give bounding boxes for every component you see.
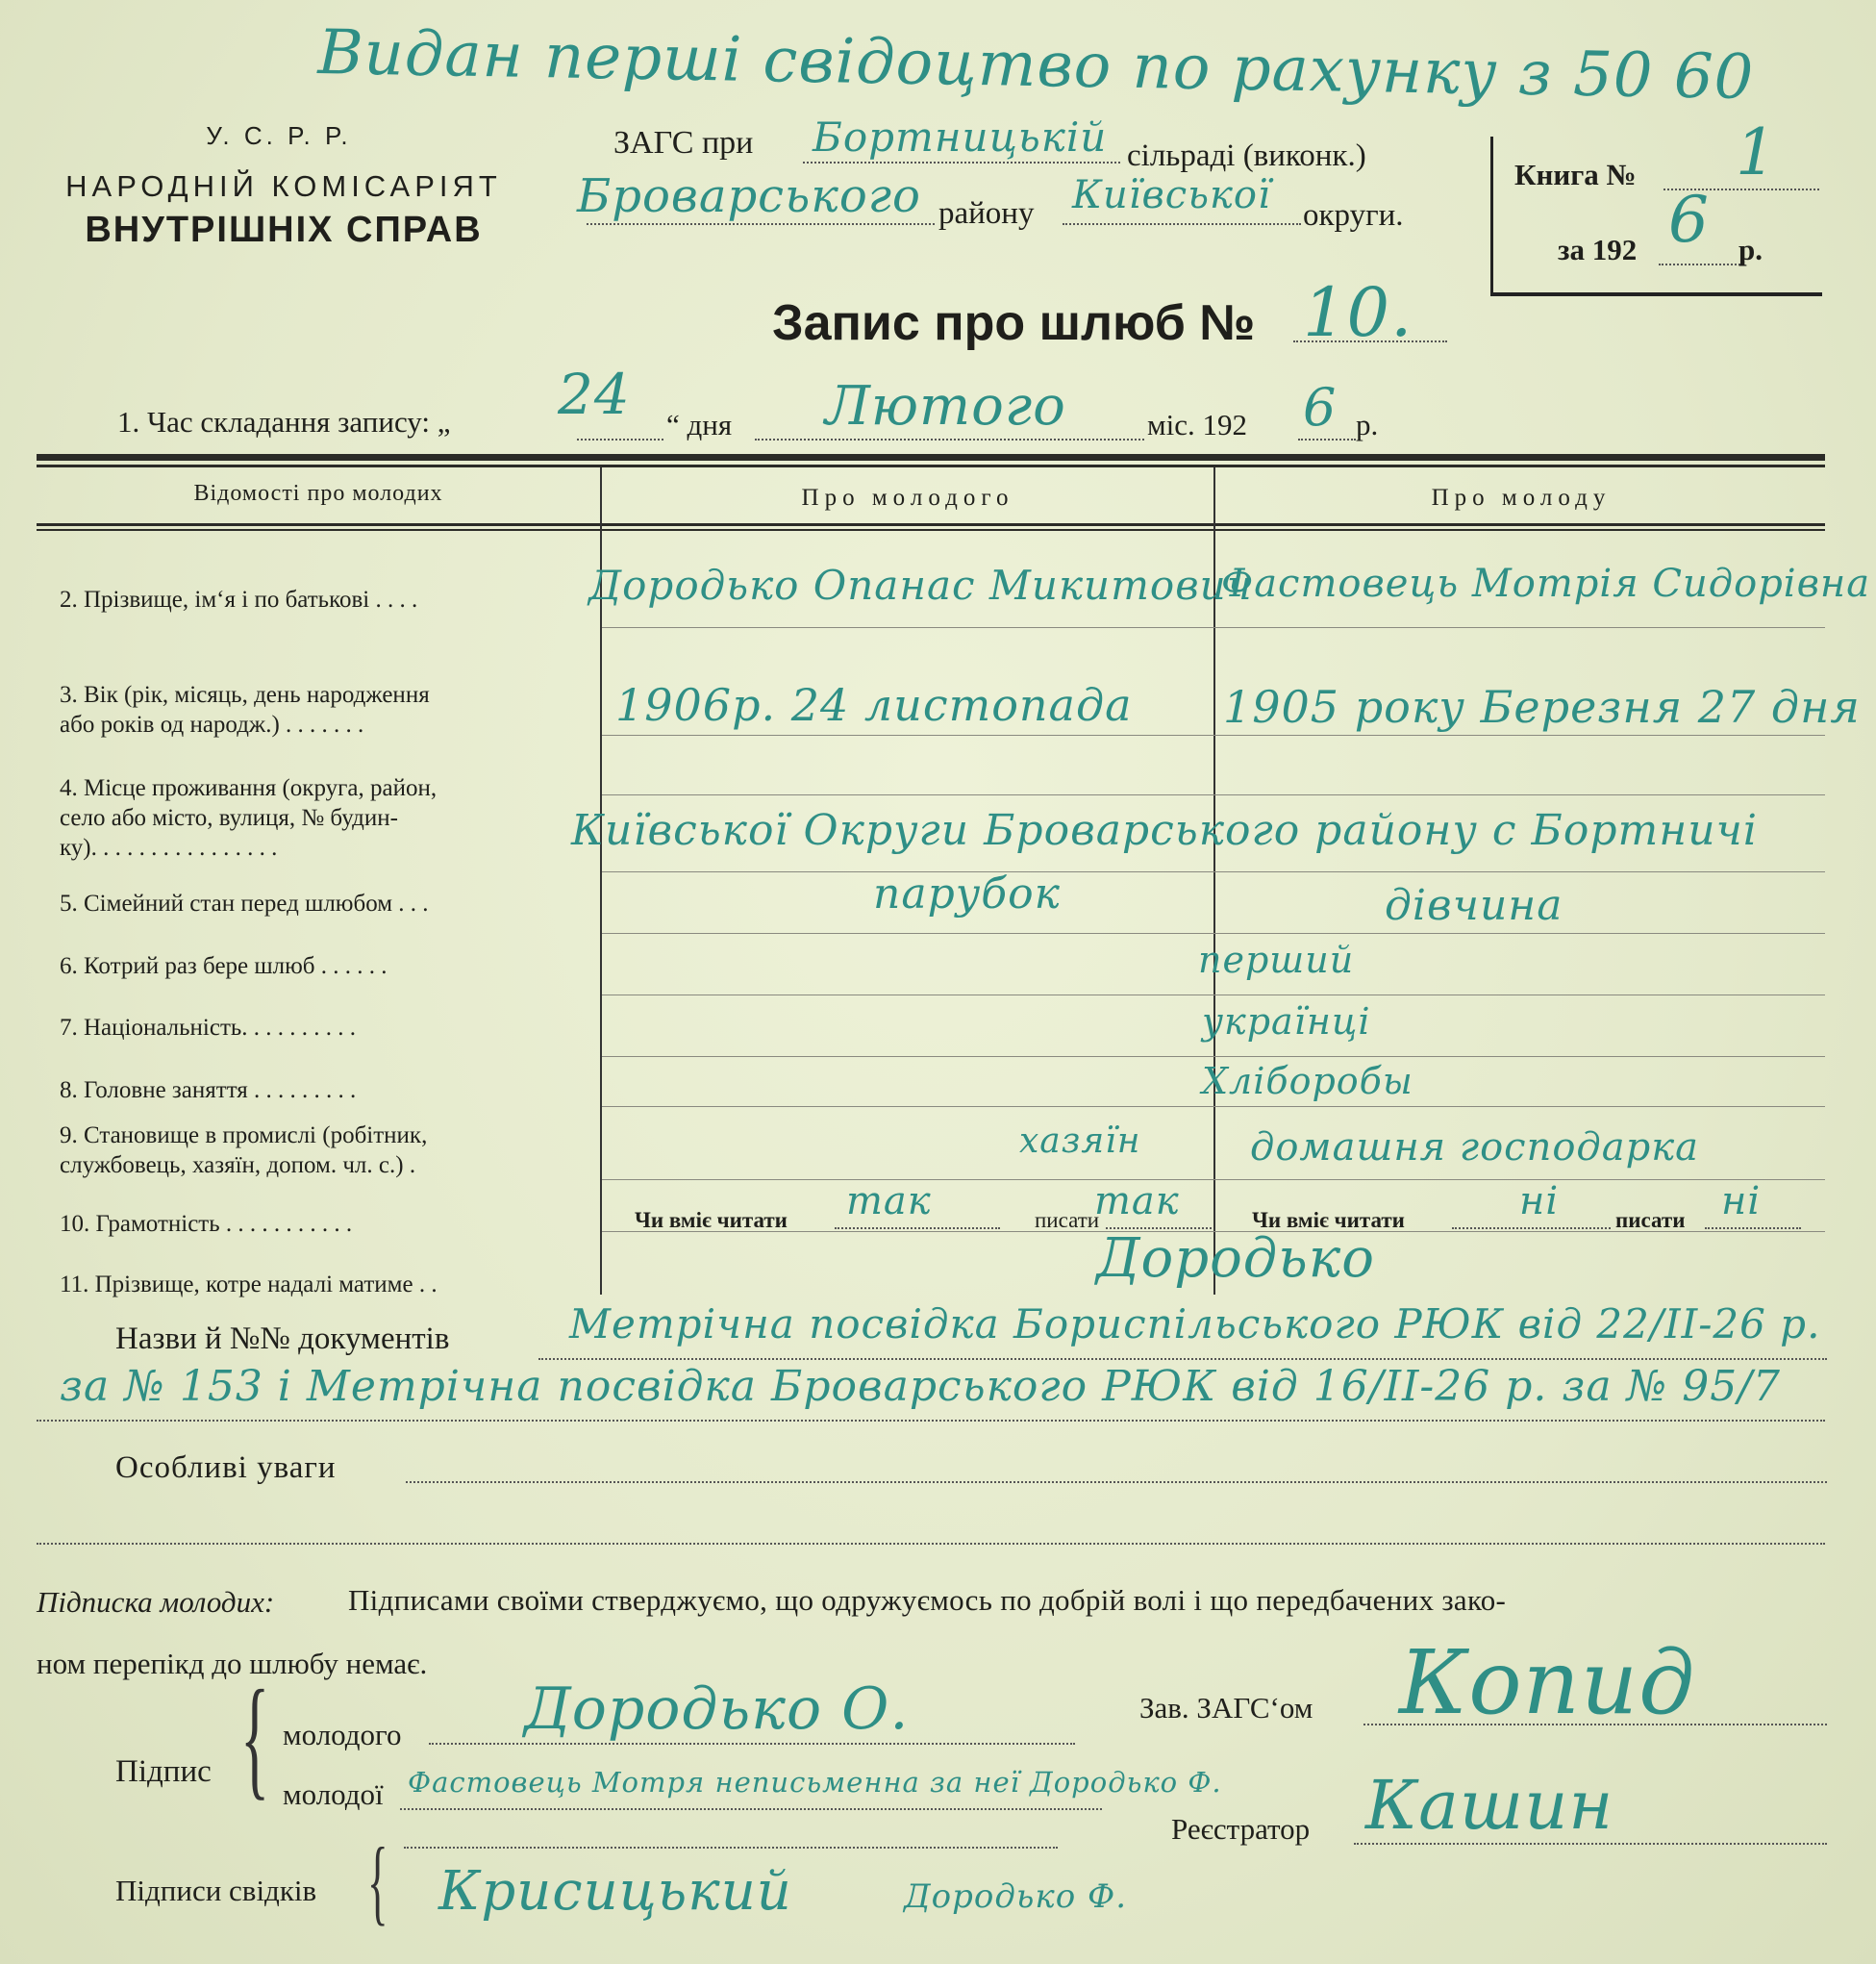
zags-prefix: ЗАГС при (613, 125, 754, 161)
documents-label: Назви й №№ документів (115, 1322, 450, 1356)
day-dotline (577, 439, 663, 441)
residence: Київської Округи Броварського району с Бортничі (571, 806, 1758, 855)
declaration-lead: Підписка молодих: (37, 1585, 275, 1619)
declaration-text-2: ном перепікд до шлюбу немає. (37, 1647, 428, 1680)
marriage-count: перший (1198, 939, 1355, 981)
groom-signature-dotline (429, 1743, 1075, 1745)
row-label-nationality: 7. Національність. . . . . . . . . . (60, 1015, 357, 1041)
row-label-residence: 4. Місце проживання (округа, район, село або місто, вулиця, № будин- ку). . . . . . . . . . . . . . . . (60, 775, 438, 861)
top-annotation: Видан перші свідоцтво по рахунку з 50 60 (317, 17, 1755, 114)
village-value: Бортницькій (813, 113, 1108, 161)
groom-signature-label: молодого (283, 1718, 402, 1751)
bride-write: ні (1721, 1179, 1762, 1223)
row-label-name: 2. Прізвище, ім‘я і по батькові . . . . (60, 587, 418, 613)
row-sep (602, 627, 1825, 628)
bride-name: Фастовець Мотрія Сидорівна (1221, 562, 1871, 606)
month-dotline (755, 439, 1144, 441)
okrug-dotline (1063, 223, 1301, 225)
head-label: Зав. ЗАГС‘ом (1139, 1691, 1313, 1725)
signature-brace: { (240, 1663, 270, 1812)
occupation: Хліборобы (1202, 1060, 1413, 1102)
table-header-rule (37, 523, 1825, 526)
record-year-dotline (1298, 439, 1356, 441)
okrug-label: округи. (1303, 198, 1404, 233)
groom-read: так (846, 1179, 932, 1223)
record-day: 24 (558, 362, 631, 427)
row-sep (602, 1056, 1825, 1057)
groom-read-dotline (835, 1227, 1000, 1229)
commissariat-name: НАРОДНІЙ КОМІСАРІЯТ (65, 169, 502, 203)
table-header-rule-2 (37, 529, 1825, 531)
row-sep (602, 871, 1825, 872)
row-sep (602, 1106, 1825, 1107)
groom-age: 1906р. 24 листопада (615, 679, 1133, 731)
registrar-signature: Кашин (1365, 1766, 1614, 1845)
row-sep (602, 1179, 1825, 1180)
village-dotline (803, 162, 1120, 164)
year-prefix: за 192 (1558, 233, 1638, 266)
republic-name: У. С. Р. Р. (206, 121, 352, 150)
district-value: Броварського (577, 169, 921, 223)
notes-dotline-2 (37, 1543, 1825, 1545)
month-suffix: міс. 192 (1147, 408, 1247, 441)
bride-write-dotline (1705, 1227, 1801, 1229)
witness-signature: Крисицький (438, 1860, 792, 1923)
documents-dotline (538, 1358, 1827, 1360)
documents-line2: за № 153 і Метрічна посвідка Броварського РЮК від 16/ІІ-26 р. за № 95/7 (60, 1362, 1782, 1411)
col-header-bride: Про молоду (1431, 485, 1612, 511)
groom-marital: парубок (873, 869, 1061, 919)
col-header-groom: Про молодого (801, 485, 1014, 511)
bride-marital: дівчина (1385, 881, 1563, 930)
row-sep (602, 735, 1825, 736)
bride-signature-label: молодої (283, 1777, 384, 1811)
record-year-suffix: р. (1356, 408, 1379, 441)
witness-brace: { (367, 1827, 388, 1934)
bride-read-label: Чи вміє читати (1252, 1208, 1405, 1232)
bride-age: 1905 року Березня 27 дня (1223, 681, 1861, 733)
district-dotline (587, 223, 935, 225)
witness-label: Підписи свідків (115, 1874, 317, 1907)
table-top-rule-2 (37, 465, 1825, 467)
row-label-status: 9. Становище в промислі (робітник, службовець, хазяїн, допом. чл. с.) . (60, 1122, 428, 1178)
book-value: 1 (1736, 115, 1777, 189)
groom-signature: Дородько О. (524, 1675, 910, 1743)
okrug-value: Київської (1072, 173, 1271, 217)
head-signature: Копид (1399, 1631, 1696, 1734)
book-label: Книга № (1514, 158, 1637, 191)
record-title: Запис про шлюб № (772, 295, 1256, 351)
row-label-literacy: 10. Грамотність . . . . . . . . . . . (60, 1211, 353, 1237)
village-suffix: сільраді (виконк.) (1127, 138, 1366, 173)
record-time-label: 1. Час складання запису: „ (117, 405, 451, 439)
district-label: району (938, 196, 1035, 231)
groom-read-label: Чи вміє читати (635, 1208, 788, 1232)
bride-read: ні (1519, 1179, 1560, 1223)
row-label-age: 3. Вік (рік, місяць, день народження або років од народж.) . . . . . . . (60, 682, 430, 738)
groom-name: Дородько Опанас Микитович (588, 562, 1253, 609)
groom-write-label: писати (1035, 1208, 1100, 1232)
groom-write: так (1094, 1179, 1180, 1223)
groom-status: хазяїн (1019, 1121, 1141, 1161)
notes-dotline (406, 1481, 1827, 1483)
record-year: 6 (1303, 377, 1338, 438)
row-label-future-surname: 11. Прізвище, котре надалі матиме . . (60, 1272, 438, 1297)
row-sep (602, 794, 1825, 795)
record-month: Лютого (825, 375, 1066, 438)
documents-line1: Метрічна посвідка Бориспільського РЮК від 22/ІІ-26 р. (569, 1300, 1821, 1347)
witness-signature-2: Дородько Ф. (904, 1877, 1128, 1916)
bride-signature: Фастовець Мотря неписьменна за неї Дородько Ф. (408, 1766, 1222, 1799)
bride-signature-dotline (400, 1808, 1102, 1810)
signature-label: Підпис (115, 1754, 212, 1789)
row-label-occupation: 8. Головне заняття . . . . . . . . . (60, 1077, 357, 1103)
nationality: українці (1202, 1000, 1371, 1043)
bride-write-label: писати (1615, 1208, 1686, 1232)
registrar-label: Реєстратор (1171, 1812, 1311, 1846)
record-number: 10. (1303, 273, 1413, 352)
table-top-rule (37, 454, 1825, 461)
future-surname: Дородько (1096, 1227, 1375, 1290)
groom-write-dotline (1106, 1227, 1212, 1229)
declaration-text-1: Підписами своїми стверджуємо, що одружуємось по добрій волі і що передбачених зако- (348, 1583, 1507, 1617)
witness-dotline (404, 1847, 1058, 1849)
bride-read-dotline (1452, 1227, 1611, 1229)
notes-label: Особливі уваги (115, 1450, 337, 1485)
row-label-marriage-count: 6. Котрий раз бере шлюб . . . . . . (60, 953, 388, 979)
row-label-marital: 5. Сімейний стан перед шлюбом . . . (60, 891, 429, 917)
day-suffix: “ дня (666, 408, 733, 441)
year-suffix: р. (1738, 233, 1763, 266)
book-year-value: 6 (1668, 183, 1710, 257)
col-header-info: Відомості про молодих (193, 481, 443, 506)
year-dotline (1659, 264, 1740, 265)
ministry-name: ВНУТРІШНІХ СПРАВ (85, 210, 483, 250)
row-sep (602, 933, 1825, 934)
documents-dotline-2 (37, 1420, 1825, 1422)
bride-status: домашня господарка (1250, 1125, 1699, 1170)
